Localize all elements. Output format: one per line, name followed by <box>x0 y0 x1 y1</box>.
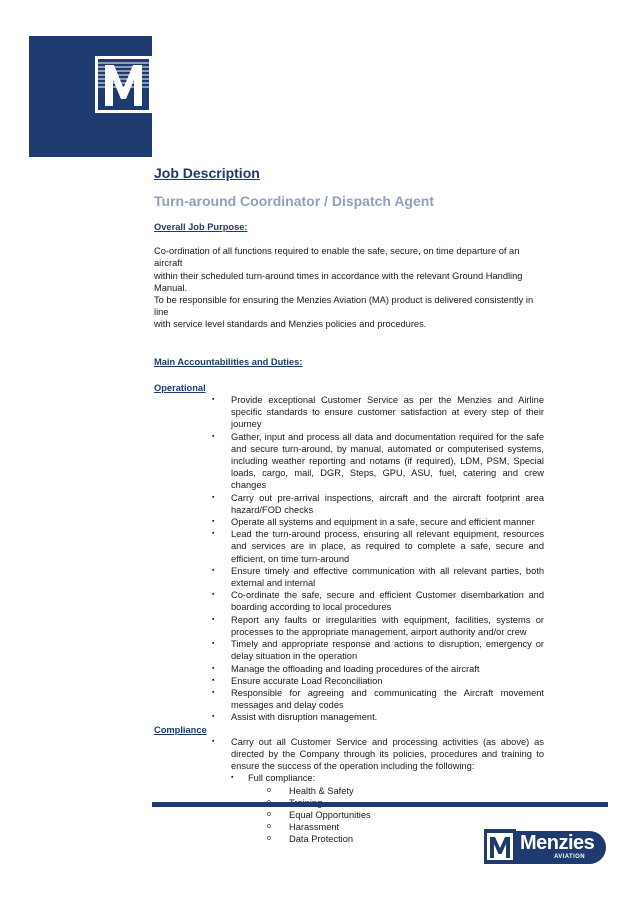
square-bullet-icon: ▪ <box>212 676 215 684</box>
document-body <box>154 164 544 846</box>
company-logo-block <box>29 36 152 157</box>
square-bullet-icon: ▪ <box>212 640 215 648</box>
square-bullet-icon: ▪ <box>212 518 215 526</box>
square-bullet-icon: ▪ <box>212 493 215 501</box>
list-item: ▪ Assist with disruption management. <box>212 712 378 723</box>
list-item: ▪ Full compliance: o Health & Safety o Equal Opportunities o Harassment o Data Protection <box>248 772 544 845</box>
square-bullet-icon: ▪ <box>212 530 215 538</box>
job-title: Turn-around Coordinator / Dispatch Agent <box>154 193 434 209</box>
square-bullet-icon: ▪ <box>212 737 215 745</box>
purpose-line: Co-ordination of all functions required to enable the safe, secure, on time departure of an aircraft <box>154 246 520 269</box>
list-item: ▪ Timely and appropriate response and actions to disruption, emergency or delay situation in the operation <box>212 639 544 662</box>
list-item: ▪ Ensure timely and effective communication with all relevant parties, both external and internal <box>212 565 544 589</box>
square-bullet-icon: ▪ <box>212 396 215 404</box>
list-item: o Equal Opportunities <box>267 809 371 820</box>
circle-bullet-icon: o <box>267 823 271 831</box>
list-item: ▪ Carry out all Customer Service and processing activities (as above) as directed by the Company through its policies, procedures and training to ensure the success of the operation including the following: ▪ Full compliance: o Health & Safety o Equal Opportunities o Harassment o Data Protection <box>212 736 544 845</box>
list-item: o Data Protection <box>267 834 354 845</box>
square-bullet-icon: ▪ <box>212 688 215 696</box>
brand-subtitle: AVIATION <box>554 854 585 860</box>
operational-heading: Operational <box>154 382 206 393</box>
square-bullet-icon: ▪ <box>212 591 215 599</box>
list-item: o Harassment <box>267 822 340 833</box>
list-item: ▪ Manage the offloading and loading procedures of the aircraft <box>212 663 480 674</box>
circle-bullet-icon: o <box>267 835 271 843</box>
menzies-aviation-logo <box>484 829 606 864</box>
list-item: ▪ Report any faults or irregularities with equipment, facilities, systems or processes to the appropriate management, airport authority and/or crew <box>212 614 544 637</box>
m-logo-icon <box>484 829 516 864</box>
list-item: ▪ Carry out pre-arrival inspections, aircraft and the aircraft footprint area hazard/FOD checks <box>212 492 544 515</box>
accountabilities-heading: Main Accountabilities and Duties: <box>154 356 303 367</box>
footer-divider <box>152 802 608 807</box>
list-item: o Health & Safety <box>267 785 354 796</box>
square-bullet-icon: ▪ <box>212 664 215 672</box>
purpose-line: within their scheduled turn-around times in accordance with the relevant Ground Handling Manual. <box>154 270 523 293</box>
brand-name: Menzies <box>520 832 595 854</box>
circle-bullet-icon: o <box>267 810 271 818</box>
list-item: ▪ Provide exceptional Customer Service as per the Menzies and Airline specific standards to ensure customer satisfaction at every step of their journey <box>212 395 544 430</box>
list-item: ▪ Responsible for agreeing and communicating the Aircraft movement messages and delay codes <box>212 687 544 711</box>
circle-bullet-icon: o <box>267 786 271 794</box>
list-item: ▪ Gather, input and process all data and documentation required for the safe and secure turn-around, by manual, automated or computerised systems, including weather reporting and notams (if required), LDM, PSM, Special loads, cargo, mail, DGR, Steps, GPU, ASU, fuel, catering and crew changes <box>212 431 544 491</box>
list-item: ▪ Ensure accurate Load Reconciliation <box>212 675 383 686</box>
list-item: ▪ Lead the turn-around process, ensuring all relevant equipment, resources and services are in place, as required to complete a safe, secure and efficient, on time turn-around <box>212 529 544 564</box>
document-title: Job Description <box>154 165 260 181</box>
purpose-paragraph <box>154 245 544 330</box>
square-bullet-icon: ▪ <box>212 432 215 440</box>
square-bullet-icon: ▪ <box>231 774 234 782</box>
purpose-line: To be responsible for ensuring the Menzies Aviation (MA) product is delivered consistently in line <box>154 295 534 318</box>
purpose-line: with service level standards and Menzies policies and procedures. <box>154 319 427 330</box>
m-logo-icon <box>95 56 152 113</box>
square-bullet-icon: ▪ <box>212 566 215 574</box>
compliance-heading: Compliance <box>154 724 207 735</box>
list-item: ▪ Operate all systems and equipment in a safe, secure and efficient manner <box>212 517 535 528</box>
purpose-heading: Overall Job Purpose: <box>154 222 248 232</box>
operational-duties-list <box>154 394 544 723</box>
square-bullet-icon: ▪ <box>212 713 215 721</box>
square-bullet-icon: ▪ <box>212 615 215 623</box>
list-item: ▪ Co-ordinate the safe, secure and efficient Customer disembarkation and boarding according to local procedures <box>212 590 544 613</box>
